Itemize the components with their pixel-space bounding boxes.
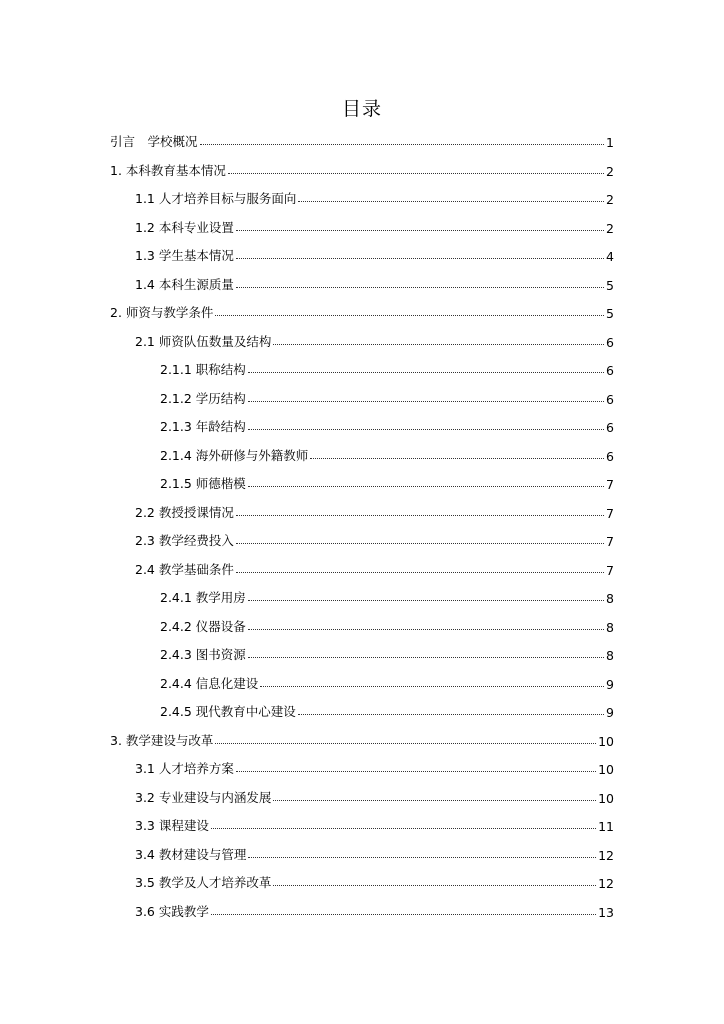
toc-entry-label: 2.4.3 图书资源 (160, 647, 246, 662)
toc-entry[interactable] (160, 698, 614, 720)
toc-page-number: 1 (606, 135, 614, 150)
toc-entry-label: 2.1.3 年龄结构 (160, 419, 246, 434)
toc-entry[interactable] (110, 128, 614, 150)
toc-dot-leader (236, 771, 596, 772)
toc-page-number: 11 (598, 819, 614, 834)
toc-page-number: 13 (598, 904, 614, 920)
toc-entry[interactable] (135, 898, 614, 920)
toc-page-number: 4 (606, 249, 614, 264)
toc-entry[interactable] (160, 470, 614, 492)
toc-entry-label: 2.1.5 师德楷模 (160, 476, 246, 491)
toc-entry-label: 1.2 本科专业设置 (135, 219, 234, 235)
toc-dot-leader (298, 201, 604, 202)
toc-entry[interactable] (160, 641, 614, 663)
toc-page-number: 10 (598, 733, 614, 749)
toc-entry[interactable] (160, 670, 614, 692)
toc-dot-leader (215, 743, 596, 744)
toc-page-number: 7 (606, 534, 614, 549)
toc-entry-label: 3.2 专业建设与内涵发展 (135, 789, 272, 805)
toc-entry[interactable] (160, 413, 614, 435)
toc-dot-leader (273, 800, 596, 801)
toc-entry-label: 2.4.4 信息化建设 (160, 675, 259, 691)
toc-entry[interactable] (135, 784, 614, 806)
toc-dot-leader (310, 458, 604, 459)
toc-page-number: 2 (606, 163, 614, 179)
toc-dot-leader (236, 287, 604, 288)
toc-dot-leader (248, 429, 604, 430)
toc-entry-label: 2.1.2 学历结构 (160, 390, 246, 406)
toc-page-number: 12 (598, 876, 614, 891)
toc-entry-label: 1.1 人才培养目标与服务面向 (135, 191, 297, 206)
toc-entry[interactable] (135, 527, 614, 549)
toc-entry-label: 引言 学校概况 (110, 134, 198, 149)
toc-entry-label: 3.5 教学及人才培养改革 (135, 875, 272, 890)
toc-entry-label: 2.3 教学经费投入 (135, 533, 234, 548)
toc-entry[interactable] (135, 869, 614, 891)
toc-page-number: 2 (606, 192, 614, 207)
toc-page-number: 5 (606, 306, 614, 321)
toc-dot-leader (248, 857, 596, 858)
toc-entry[interactable] (160, 442, 614, 464)
toc-entry[interactable] (160, 356, 614, 378)
toc-entry-label: 2.4.2 仪器设备 (160, 618, 246, 634)
toc-entry[interactable] (135, 841, 614, 863)
toc-page-number: 7 (606, 505, 614, 521)
toc-dot-leader (228, 173, 604, 174)
toc-page-number: 6 (606, 363, 614, 378)
toc-dot-leader (248, 372, 604, 373)
toc-dot-leader (248, 629, 604, 630)
toc-dot-leader (236, 543, 604, 544)
toc-entry[interactable] (135, 499, 614, 521)
toc-dot-leader (273, 344, 604, 345)
toc-title: 目录 (341, 98, 382, 120)
toc-page-number: 12 (598, 847, 614, 863)
toc-page-number: 9 (606, 705, 614, 720)
toc-page-number: 5 (606, 277, 614, 293)
toc-page-number: 8 (606, 591, 614, 606)
toc-entry[interactable] (160, 613, 614, 635)
toc-entry-label: 3.3 课程建设 (135, 818, 209, 833)
toc-entry-label: 3. 教学建设与改革 (110, 732, 214, 748)
toc-dot-leader (215, 315, 604, 316)
toc-entry-label: 2.2 教授授课情况 (135, 504, 234, 520)
toc-dot-leader (248, 486, 604, 487)
toc-dot-leader (248, 600, 604, 601)
toc-entry[interactable] (110, 299, 614, 321)
toc-page-number: 7 (606, 477, 614, 492)
toc-dot-leader (236, 258, 604, 259)
toc-entry-label: 2.4 教学基础条件 (135, 561, 234, 577)
toc-dot-leader (248, 657, 604, 658)
toc-entry-label: 2.1 师资队伍数量及结构 (135, 333, 272, 349)
toc-entry-label: 2.4.1 教学用房 (160, 590, 246, 605)
toc-page-number: 9 (606, 676, 614, 692)
toc-entry-label: 3.1 人才培养方案 (135, 761, 234, 776)
toc-dot-leader (211, 828, 596, 829)
toc-entry-label: 2.1.1 职称结构 (160, 362, 246, 377)
toc-page-number: 7 (606, 562, 614, 578)
toc-entry[interactable] (135, 242, 614, 264)
toc-entry-label: 3.4 教材建设与管理 (135, 846, 247, 862)
toc-entry[interactable] (135, 214, 614, 236)
toc-entry[interactable] (135, 556, 614, 578)
toc-page-number: 6 (606, 391, 614, 407)
toc-entry[interactable] (110, 727, 614, 749)
toc-entry-label: 2.1.4 海外研修与外籍教师 (160, 447, 309, 463)
toc-entry[interactable] (135, 185, 614, 207)
toc-entry[interactable] (135, 812, 614, 834)
toc-entry[interactable] (160, 584, 614, 606)
toc-page-number: 6 (606, 420, 614, 435)
toc-page-number: 6 (606, 334, 614, 350)
toc-dot-leader (200, 144, 605, 145)
toc-entry-label: 3.6 实践教学 (135, 903, 209, 919)
toc-dot-leader (260, 686, 604, 687)
toc-page-number: 6 (606, 448, 614, 464)
toc-dot-leader (236, 572, 604, 573)
toc-dot-leader (298, 714, 604, 715)
toc-page-number: 8 (606, 648, 614, 663)
toc-dot-leader (211, 914, 596, 915)
toc-entry[interactable] (135, 271, 614, 293)
toc-page-number: 10 (598, 790, 614, 806)
toc-page-number: 10 (598, 762, 614, 777)
toc-entry-label: 2.4.5 现代教育中心建设 (160, 704, 296, 719)
toc-entry[interactable] (135, 755, 614, 777)
toc-dot-leader (236, 230, 604, 231)
toc-entry-label: 1.4 本科生源质量 (135, 276, 234, 292)
toc-entry[interactable] (160, 385, 614, 407)
toc-dot-leader (236, 515, 604, 516)
toc-dot-leader (273, 885, 596, 886)
toc-dot-leader (248, 401, 604, 402)
toc-page-number: 8 (606, 619, 614, 635)
toc-page-number: 2 (606, 220, 614, 236)
toc-entry[interactable] (135, 328, 614, 350)
toc-entry[interactable] (110, 157, 614, 179)
toc-entry-label: 1.3 学生基本情况 (135, 248, 234, 263)
toc-entry-label: 1. 本科教育基本情况 (110, 162, 226, 178)
toc-entry-label: 2. 师资与教学条件 (110, 305, 214, 320)
